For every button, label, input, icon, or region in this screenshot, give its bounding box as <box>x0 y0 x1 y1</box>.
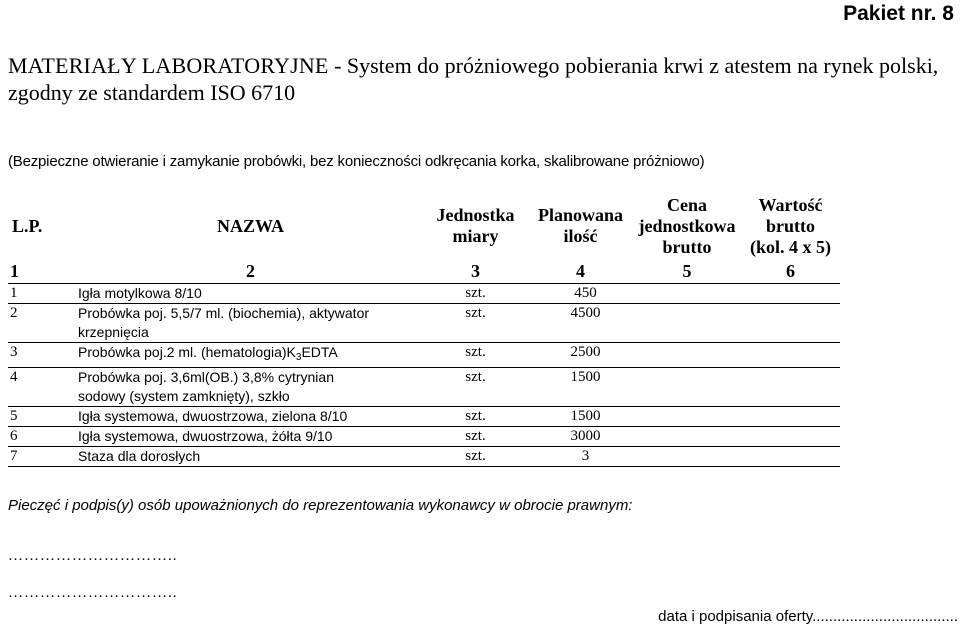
item-name: Igła motylkowa 8/10 <box>78 284 423 304</box>
item-total-value <box>741 304 840 343</box>
item-unit: szt. <box>423 407 528 427</box>
item-unit: szt. <box>423 284 528 304</box>
item-total-value <box>741 447 840 467</box>
item-name: Igła systemowa, dwuostrzowa, zielona 8/10 <box>78 407 423 427</box>
col-header-qty <box>528 193 633 259</box>
column-number: 3 <box>423 259 528 284</box>
row-number: 6 <box>8 427 78 447</box>
col-header-price-line2: jednostkowa <box>638 215 736 236</box>
item-name <box>78 343 423 368</box>
signature-line: ………………………….. <box>8 548 178 564</box>
signature-instruction: Pieczęć i podpis(y) osób upoważnionych do reprezentowania wykonawcy w obrocie prawnym: <box>8 497 633 514</box>
column-number: 6 <box>741 259 840 284</box>
item-total-value <box>741 407 840 427</box>
item-unit-price <box>633 284 741 304</box>
item-total-value <box>741 284 840 304</box>
item-quantity: 1500 <box>528 407 633 427</box>
document-subtitle: (Bezpieczne otwieranie i zamykanie probówki, bez konieczności odkręcania korka, skalibrowane próżniowo) <box>8 153 705 170</box>
item-quantity: 4500 <box>528 304 633 343</box>
item-unit: szt. <box>423 427 528 447</box>
col-header-name: NAZWA <box>216 215 284 236</box>
row-number: 3 <box>8 343 78 368</box>
offer-date-field: data i podpisania oferty................................... <box>658 608 958 625</box>
document-title <box>8 52 953 106</box>
col-header-price-line3: brutto <box>662 236 712 257</box>
item-name-text: Probówka poj.2 ml. (hematologia)K <box>78 344 296 360</box>
table-row <box>8 447 840 467</box>
table-row <box>8 343 840 368</box>
item-quantity: 3000 <box>528 427 633 447</box>
col-header-lp: L.P. <box>12 215 43 236</box>
table-header-row <box>8 193 840 259</box>
col-header-price <box>633 193 741 259</box>
table-row <box>8 368 840 407</box>
item-name: Igła systemowa, dwuostrzowa, żółta 9/10 <box>78 427 423 447</box>
column-number: 4 <box>528 259 633 284</box>
item-total-value <box>741 368 840 407</box>
col-header-unit-line1: Jednostka <box>436 205 515 225</box>
item-name-suffix: EDTA <box>301 344 338 360</box>
item-quantity: 1500 <box>528 368 633 407</box>
item-name: Probówka poj. 3,6ml(OB.) 3,8% cytrynian sodowy (system zamknięty), szkło <box>78 368 423 407</box>
row-number: 2 <box>8 304 78 343</box>
item-total-value <box>741 427 840 447</box>
col-header-value-line2: brutto <box>766 215 815 236</box>
row-number: 4 <box>8 368 78 407</box>
row-number: 7 <box>8 447 78 467</box>
col-header-qty-line1: Planowana <box>537 205 624 225</box>
col-header-qty-line2: ilość <box>563 226 598 246</box>
item-unit: szt. <box>423 304 528 343</box>
item-unit: szt. <box>423 343 528 368</box>
col-header-value <box>741 193 840 259</box>
item-unit-price <box>633 447 741 467</box>
item-name: Probówka poj. 5,5/7 ml. (biochemia), aktywator krzepnięcia <box>78 304 423 343</box>
col-header-price-line1: Cena <box>667 194 707 215</box>
item-unit-price <box>633 407 741 427</box>
item-unit-price <box>633 343 741 368</box>
column-numbers-row <box>8 259 840 284</box>
item-unit-price <box>633 427 741 447</box>
title-description: - System do próżniowego pobierania krwi z atestem na rynek polski, zgodny ze standardem ISO 6710 <box>8 53 939 105</box>
item-quantity: 2500 <box>528 343 633 368</box>
title-main: MATERIAŁY LABORATORYJNE <box>8 53 329 78</box>
row-number: 5 <box>8 407 78 427</box>
item-unit-price <box>633 304 741 343</box>
item-name: Staza dla dorosłych <box>78 447 423 467</box>
col-header-unit-line2: miary <box>452 226 499 246</box>
column-number: 5 <box>633 259 741 284</box>
item-unit: szt. <box>423 447 528 467</box>
table-row <box>8 407 840 427</box>
col-header-value-line1: Wartość <box>758 194 823 215</box>
item-total-value <box>741 343 840 368</box>
column-number: 2 <box>78 259 423 284</box>
table-row <box>8 304 840 343</box>
column-number: 1 <box>8 259 78 284</box>
items-table <box>8 193 840 467</box>
signature-line: ………………………….. <box>8 585 178 601</box>
table-row <box>8 427 840 447</box>
package-number: Pakiet nr. 8 <box>843 2 954 25</box>
item-quantity: 3 <box>528 447 633 467</box>
row-number: 1 <box>8 284 78 304</box>
col-header-value-line3: (kol. 4 x 5) <box>750 236 831 257</box>
col-header-unit <box>423 193 528 259</box>
item-quantity: 450 <box>528 284 633 304</box>
table-row <box>8 284 840 304</box>
item-unit: szt. <box>423 368 528 407</box>
item-unit-price <box>633 368 741 407</box>
item-name-subscript: 3 <box>295 352 302 363</box>
